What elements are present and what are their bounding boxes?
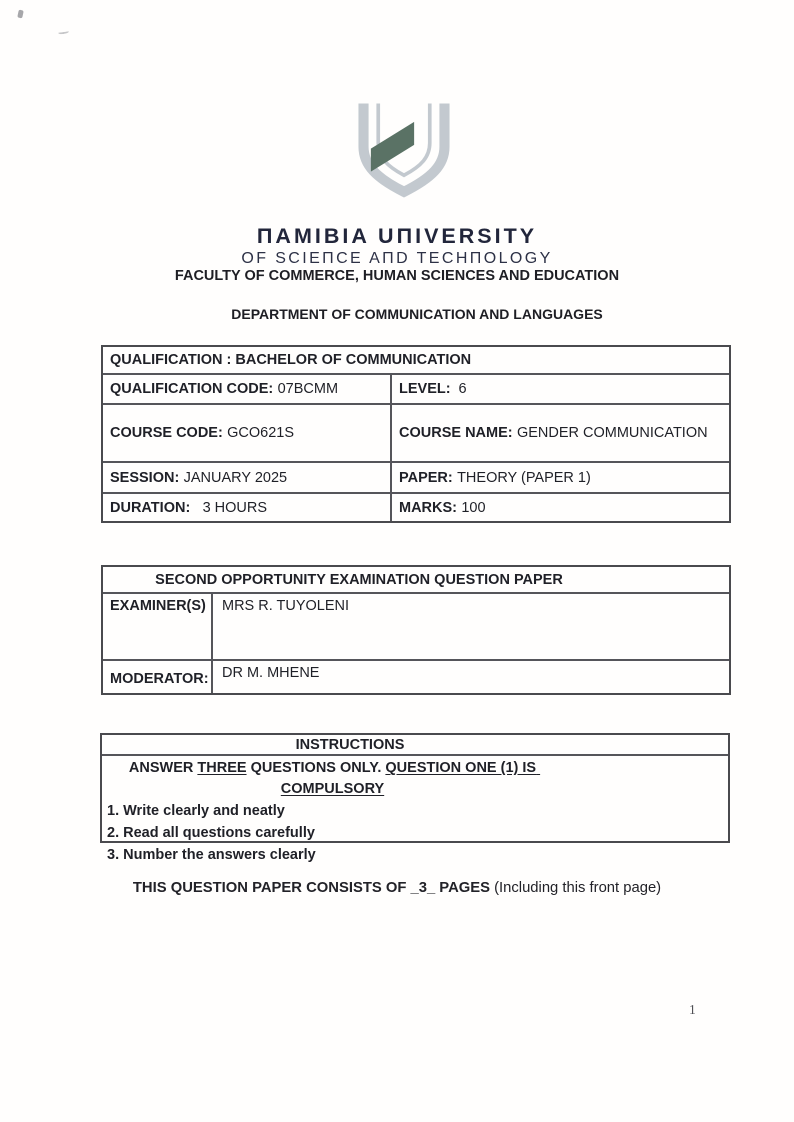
duration-value: 3 HOURS	[202, 499, 268, 516]
paper-value: THEORY (PAPER 1)	[457, 469, 591, 486]
instruction-item: 3. Number the answers clearly	[107, 847, 316, 863]
university-logo	[358, 101, 450, 198]
course-code-label: COURSE CODE:	[110, 425, 223, 441]
duration-label: DURATION:	[110, 499, 191, 516]
examiner-label-cell	[103, 594, 213, 659]
session-value: JANUARY 2025	[183, 469, 288, 486]
course-code-value: GCO621S	[227, 425, 295, 441]
table-row	[103, 659, 729, 693]
page-number: 1	[689, 1002, 696, 1017]
instruction-item: 2. Read all questions carefully	[107, 825, 315, 841]
table-row	[103, 403, 729, 461]
answer-prefix: ANSWER	[128, 760, 198, 776]
qualification-code-value: 07BCMM	[277, 381, 339, 397]
page-count-bold: THIS QUESTION PAPER CONSISTS OF _3_ PAGES	[132, 880, 491, 896]
moderator-value-cell	[213, 661, 729, 693]
marks-label: MARKS:	[399, 499, 457, 516]
level-cell	[392, 375, 729, 403]
instructions-box	[100, 733, 730, 863]
scan-speck	[58, 29, 69, 34]
qualification-code-cell	[103, 375, 392, 403]
instructions-title: INSTRUCTIONS	[102, 735, 728, 756]
moderator-value: DR M. MHENE	[222, 665, 320, 681]
university-subtitle: OF SCIEΠCE AΠD TECHΠOLOGY	[241, 250, 553, 267]
examiner-value-cell	[213, 594, 729, 659]
moderator-label: MODERATOR:	[110, 671, 209, 687]
instructions-body	[102, 756, 728, 866]
course-name-value: GENDER COMMUNICATION	[516, 425, 708, 441]
answer-middle: QUESTIONS ONLY.	[246, 760, 386, 776]
qualification-code-label: QUALIFICATION CODE:	[110, 381, 274, 397]
scan-speck	[17, 10, 24, 19]
answer-requirement-line	[107, 758, 728, 800]
paper-label: PAPER:	[399, 469, 453, 486]
level-value: 6	[458, 381, 467, 397]
qualification-cell	[103, 347, 471, 373]
marks-value: 100	[461, 499, 486, 516]
table-row	[103, 373, 729, 403]
examiner-label: EXAMINER(S)	[110, 598, 206, 614]
session-cell	[103, 463, 392, 492]
course-name-label: COURSE NAME:	[399, 425, 513, 441]
answer-underlined-compulsory: QUESTION ONE (1) IS COMPULSORY	[280, 760, 541, 797]
examiner-table	[101, 565, 731, 695]
moderator-label-cell	[103, 661, 213, 693]
examiner-value: MRS R. TUYOLENI	[222, 598, 350, 614]
university-name: ΠAMIBIA UΠIVERSITY	[256, 224, 538, 248]
answer-underlined-three: THREE	[197, 760, 247, 776]
course-code-cell	[103, 405, 392, 461]
table-row	[103, 347, 729, 373]
table-row	[103, 461, 729, 492]
department-title: DEPARTMENT OF COMMUNICATION AND LANGUAGES	[231, 306, 603, 322]
table-row	[103, 592, 729, 659]
page-count-note	[0, 880, 794, 896]
page-count-normal: (Including this front page)	[490, 880, 662, 896]
duration-cell	[103, 494, 392, 521]
instruction-item: 1. Write clearly and neatly	[107, 803, 285, 819]
level-label: LEVEL:	[399, 381, 451, 397]
marks-cell	[392, 494, 729, 521]
session-label: SESSION:	[110, 469, 180, 486]
course-details-table	[101, 345, 731, 523]
faculty-title: FACULTY OF COMMERCE, HUMAN SCIENCES AND EDUCATION	[174, 268, 620, 284]
qualification-label: QUALIFICATION : BACHELOR OF COMMUNICATION	[110, 352, 472, 368]
paper-cell	[392, 463, 729, 492]
course-name-cell	[392, 405, 729, 461]
table-row	[103, 492, 729, 521]
exam-paper-title: SECOND OPPORTUNITY EXAMINATION QUESTION PAPER	[155, 571, 563, 588]
